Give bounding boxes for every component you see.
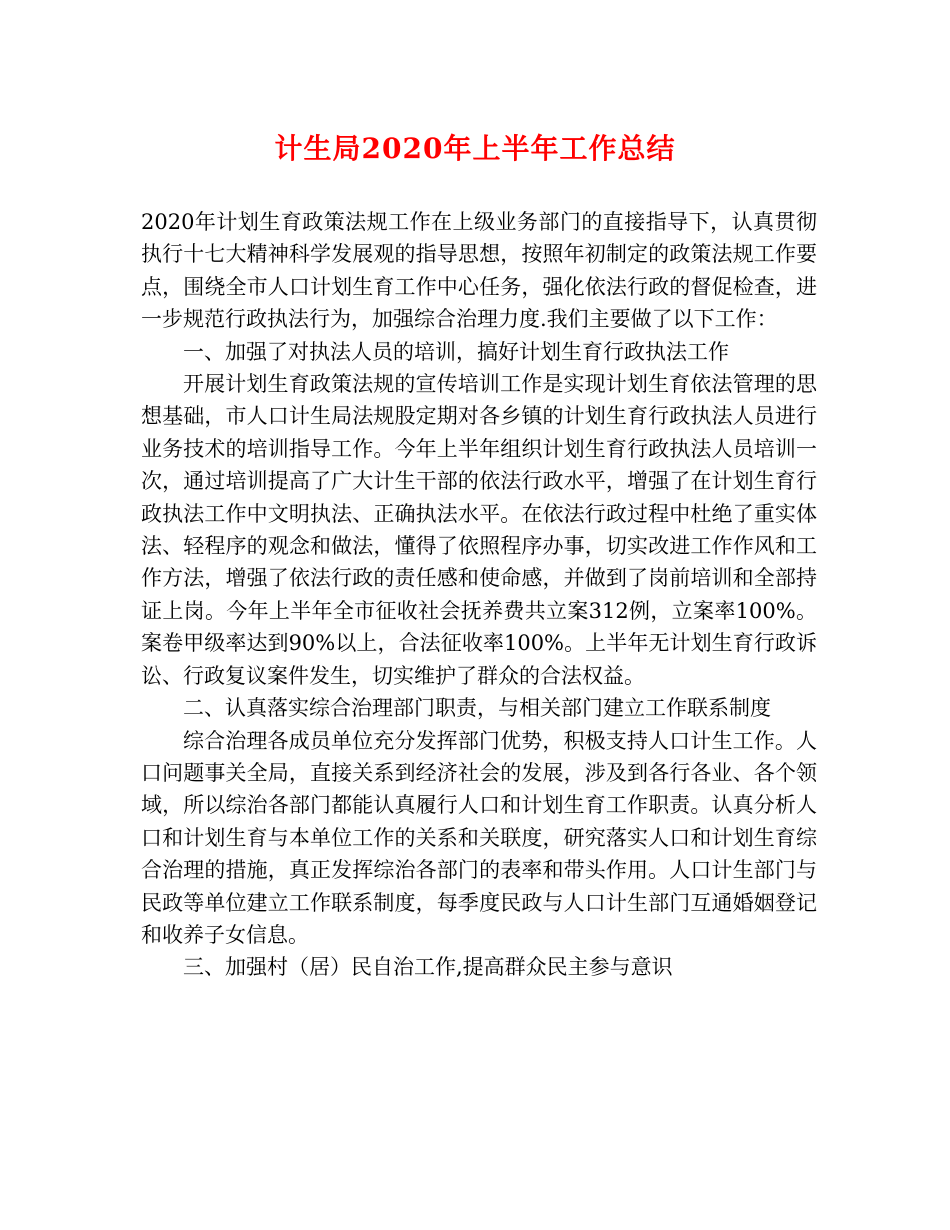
section-heading-1: 一、加强了对执法人员的培训，搞好计划生育行政执法工作 bbox=[183, 339, 729, 364]
section-paragraph-1: 开展计划生育政策法规的宣传培训工作是实现计划生育依法管理的思想基础，市人口计生局法规股定期对各乡镇的计划生育行政执法人员进行业务技术的培训指导工作。今年上半年组织计划生育行政执法人员培训一次，通过培训提高了广大计生干部的依法行政水平，增强了在计划生育行政执法工作中文明执法、正确执法水平。在依法行政过程中杜绝了重实体法、轻程序的观念和做法，懂得了依照程序办事，切实改进工作作风和工作方法，增强了依法行政的责任感和使命感，并做到了岗前培训和全部持证上岗。今年上半年全市征收社会抚养费共立案312例，立案率100%。案卷甲级率达到90%以上，合法征收率100%。上半年无计划生育行政诉讼、行政复议案件发生，切实维护了群众的合法权益。 bbox=[141, 372, 817, 688]
document-title: 计生局2020年上半年工作总结 bbox=[274, 132, 676, 165]
section-heading-2: 二、认真落实综合治理部门职责，与相关部门建立工作联系制度 bbox=[183, 696, 771, 721]
intro-paragraph: 2020年计划生育政策法规工作在上级业务部门的直接指导下，认真贯彻执行十七大精神科学发展观的指导思想，按照年初制定的政策法规工作要点，围绕全市人口计划生育工作中心任务，强化依法行政的督促检查，进一步规范行政执法行为，加强综合治理力度.我们主要做了以下工作： bbox=[141, 210, 817, 332]
section-heading-3: 三、加强村（居）民自治工作,提高群众民主参与意识 bbox=[183, 955, 673, 980]
section-paragraph-2: 综合治理各成员单位充分发挥部门优势，积极支持人口计生工作。人口问题事关全局，直接关系到经济社会的发展，涉及到各行各业、各个领域，所以综治各部门都能认真履行人口和计划生育工作职责。认真分析人口和计划生育与本单位工作的关系和关联度，研究落实人口和计划生育综合治理的措施，真正发挥综治各部门的表率和带头作用。人口计生部门与民政等单位建立工作联系制度，每季度民政与人口计生部门互通婚姻登记和收养子女信息。 bbox=[141, 728, 817, 947]
document-body bbox=[141, 206, 817, 984]
